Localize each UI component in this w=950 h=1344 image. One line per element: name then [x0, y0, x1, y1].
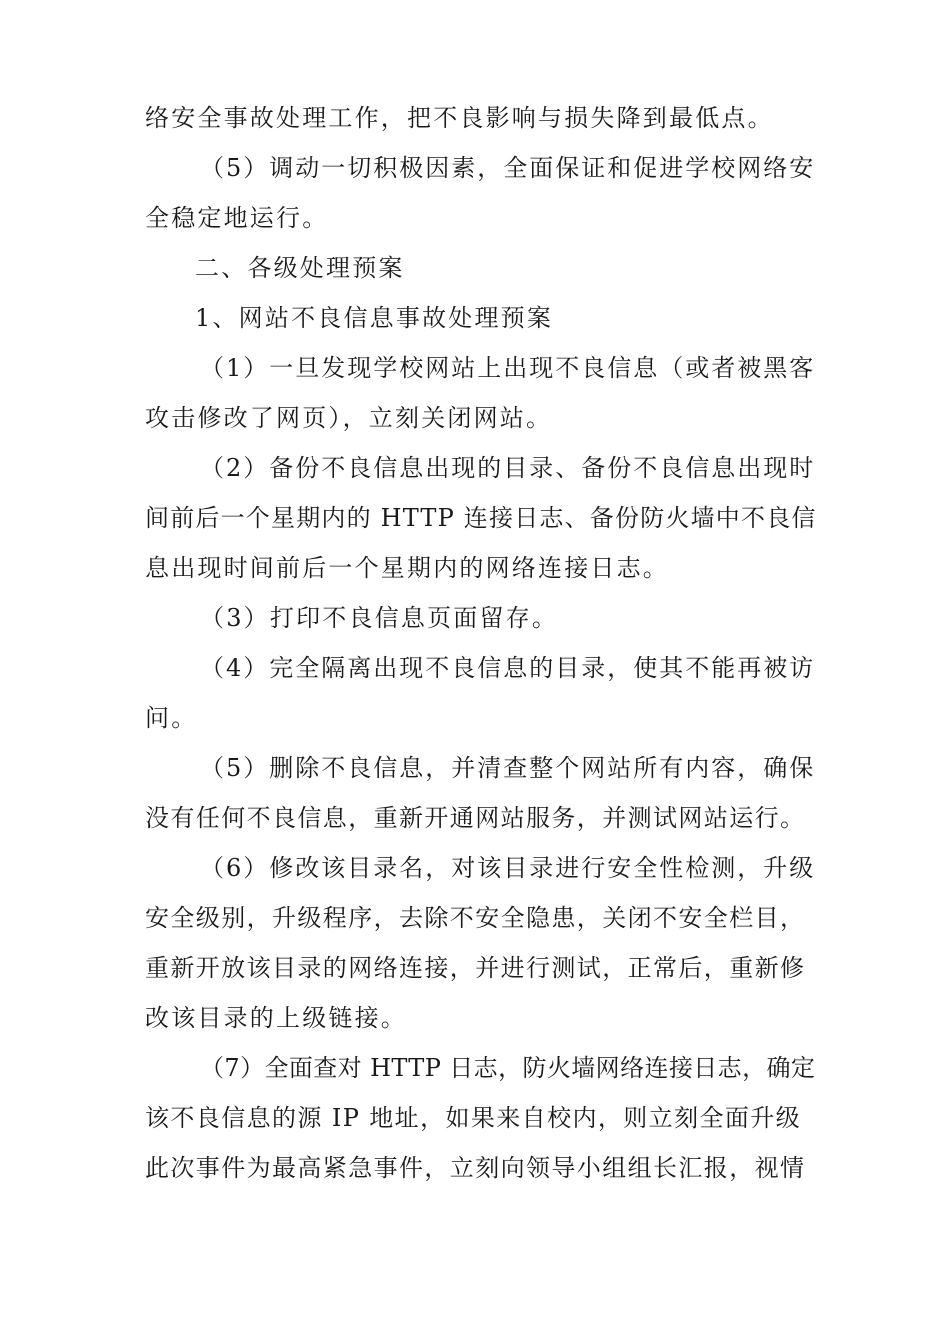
body-line: 攻击修改了网页），立刻关闭网站。	[145, 404, 553, 432]
body-line: （2）备份不良信息出现的目录、备份不良信息出现时	[200, 454, 816, 482]
body-line: 间前后一个星期内的 HTTP 连接日志、备份防火墙中不良信	[145, 504, 817, 532]
body-line: 该不良信息的源 IP 地址，如果来自校内，则立刻全面升级	[145, 1104, 802, 1132]
body-line: 改该目录的上级链接。	[145, 1004, 407, 1032]
body-line: 全稳定地运行。	[145, 204, 329, 232]
body-line: 此次事件为最高紧急事件，立刻向领导小组组长汇报，视情	[145, 1154, 806, 1182]
body-line: 安全级别，升级程序，去除不安全隐患，关闭不安全栏目，	[145, 904, 806, 932]
body-line: （5）调动一切积极因素，全面保证和促进学校网络安	[200, 154, 816, 182]
subsection-heading: 1、网站不良信息事故处理预案	[195, 304, 554, 332]
body-line: 息出现时间前后一个星期内的网络连接日志。	[145, 554, 669, 582]
section-heading: 二、各级处理预案	[195, 254, 405, 282]
body-line: 没有任何不良信息，重新开通网站服务，并测试网站运行。	[145, 804, 806, 832]
body-line: （6）修改该目录名，对该目录进行安全性检测，升级	[200, 854, 816, 882]
body-line: （1）一旦发现学校网站上出现不良信息（或者被黑客	[200, 354, 816, 382]
body-line: 络安全事故处理工作，把不良影响与损失降到最低点。	[145, 104, 774, 132]
body-line: （3）打印不良信息页面留存。	[200, 604, 559, 632]
body-line: （7）全面查对 HTTP 日志，防火墙网络连接日志，确定	[200, 1054, 816, 1082]
body-line: 问。	[145, 704, 198, 732]
body-line: （5）删除不良信息，并清查整个网站所有内容，确保	[200, 754, 816, 782]
body-line: 重新开放该目录的网络连接，并进行测试，正常后，重新修	[145, 954, 806, 982]
body-line: （4）完全隔离出现不良信息的目录，使其不能再被访	[200, 654, 816, 682]
